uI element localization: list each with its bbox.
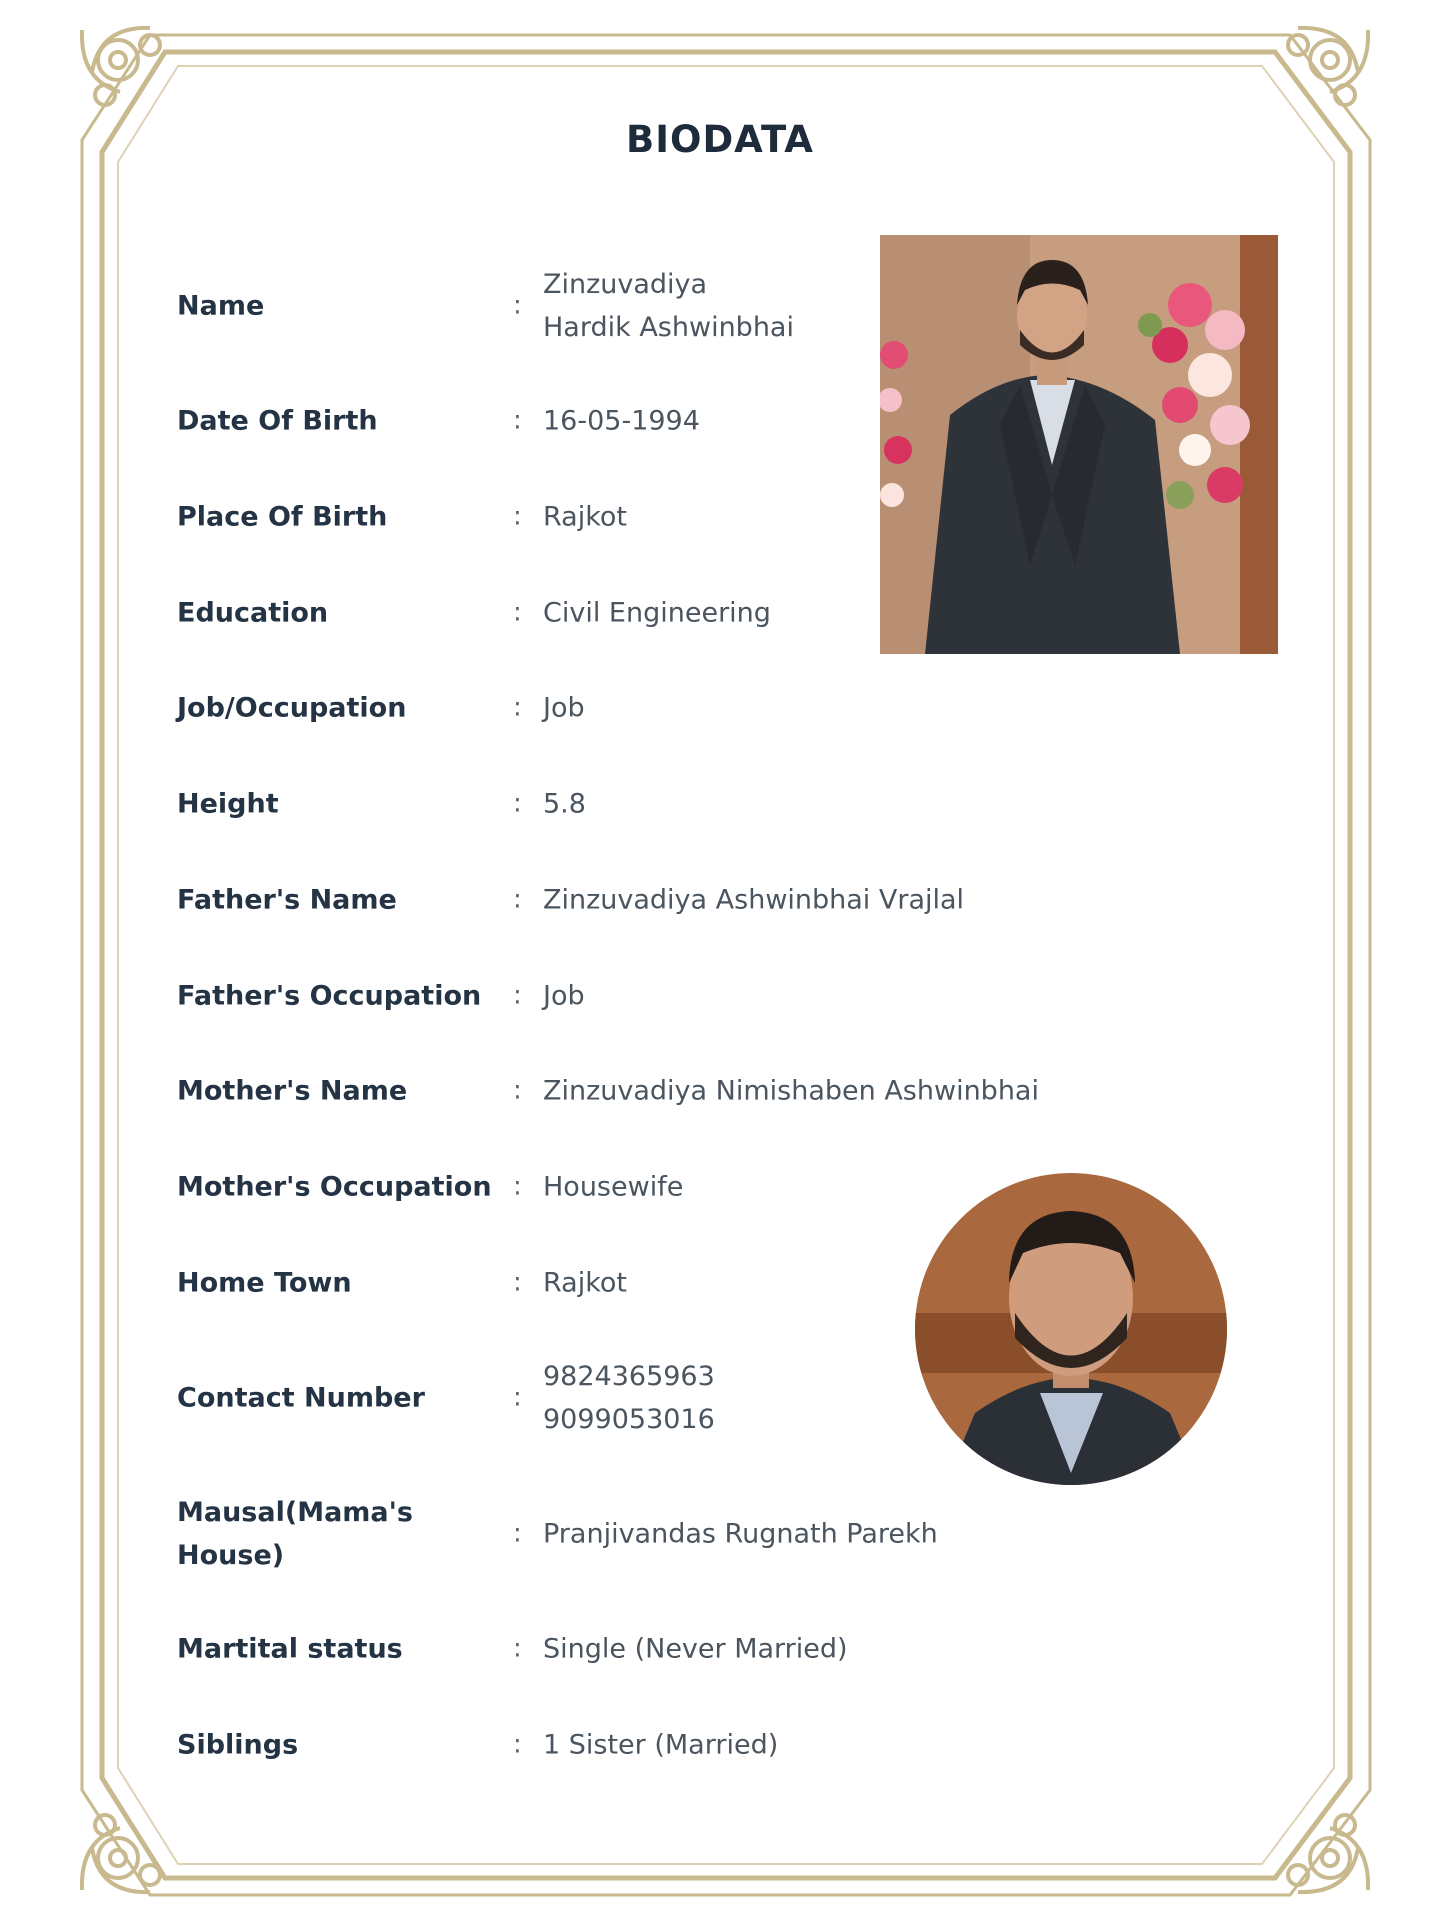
field-row-height [177,788,1177,820]
phone-number: 9099053016 [543,1404,715,1435]
field-label: Father's Name [177,884,397,916]
field-row-occupation [177,692,1177,724]
field-separator: : [513,1729,522,1760]
field-label: Martital status [177,1633,403,1665]
phone-number: 9824365963 [543,1361,715,1392]
field-label: Contact Number [177,1382,425,1414]
field-label: Mother's Occupation [177,1171,492,1203]
field-separator: : [513,1171,522,1202]
field-separator: : [513,980,522,1011]
field-row-siblings [177,1729,1177,1761]
field-separator: : [513,788,522,819]
field-separator: : [513,1633,522,1664]
field-label: Siblings [177,1729,299,1761]
field-label: Height [177,788,279,820]
field-value: Job [543,692,585,724]
field-separator: : [513,692,522,723]
field-row-fathers-name [177,884,1177,916]
field-value: 1 Sister (Married) [543,1729,779,1761]
field-value: 16-05-1994 [543,405,700,437]
field-label: Mother's Name [177,1075,408,1107]
field-label: Home Town [177,1267,352,1299]
field-label: Date Of Birth [177,405,378,437]
field-separator: : [513,405,522,436]
field-value-line: Hardik Ashwinbhai [543,312,794,343]
field-label: Father's Occupation [177,980,482,1012]
field-value: Housewife [543,1171,684,1203]
portrait-photo [880,235,1278,654]
field-separator: : [513,597,522,628]
field-row-mothers-name [177,1075,1177,1107]
corner-ornament-top-right [1288,28,1368,105]
field-separator: : [513,501,522,532]
field-separator: : [513,884,522,915]
field-label-line: Mausal(Mama's [177,1497,413,1528]
field-value [543,1355,715,1441]
field-row-fathers-occupation [177,980,1177,1012]
field-value: Rajkot [543,1267,627,1299]
field-value: Job [543,980,585,1012]
field-value: Pranjivandas Rugnath Parekh [543,1518,938,1550]
field-label: Education [177,597,329,629]
page-title: BIODATA [626,118,814,161]
field-separator: : [513,1382,522,1413]
field-row-mausal [177,1497,1177,1571]
field-value-line: Zinzuvadiya [543,269,708,300]
field-value [543,263,794,349]
field-value: Zinzuvadiya Nimishaben Ashwinbhai [543,1075,1039,1107]
field-separator: : [513,1075,522,1106]
field-value: Rajkot [543,501,627,533]
field-label: Job/Occupation [177,692,407,724]
field-row-marital-status [177,1633,1177,1665]
field-label: Place Of Birth [177,501,388,533]
field-value: Zinzuvadiya Ashwinbhai Vrajlal [543,884,965,916]
field-separator: : [513,1518,522,1549]
field-value: Civil Engineering [543,597,771,629]
field-separator: : [513,1267,522,1298]
profile-avatar [915,1173,1227,1485]
field-value: Single (Never Married) [543,1633,848,1665]
field-separator: : [513,290,522,321]
field-value: 5.8 [543,788,586,820]
field-label-line: House) [177,1540,285,1571]
field-label [177,1491,497,1577]
field-label: Name [177,290,265,322]
